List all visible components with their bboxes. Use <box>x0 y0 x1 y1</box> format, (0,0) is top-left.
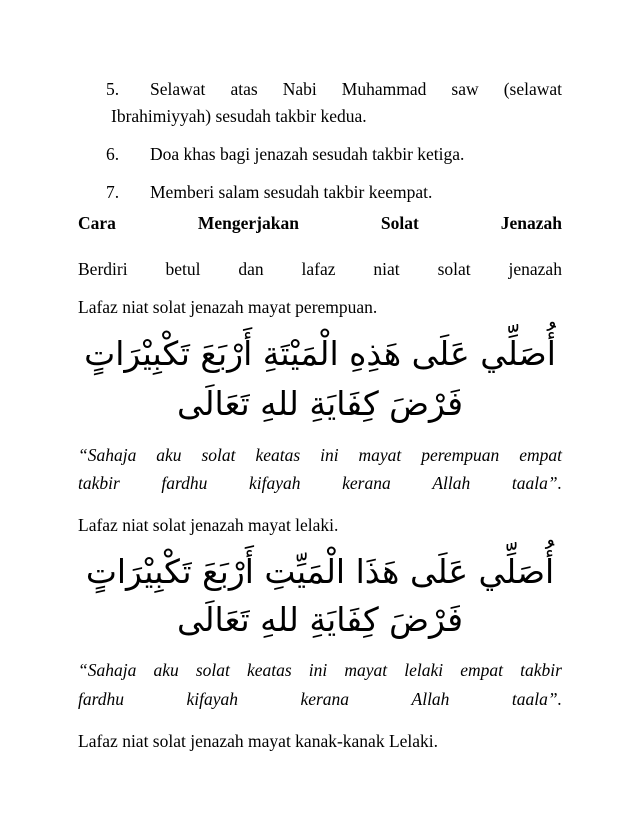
word: ini <box>320 445 339 465</box>
female-translation-line-1 <box>78 444 562 466</box>
list-item-text: Memberi salam sesudah takbir keempat. <box>150 182 433 202</box>
male-translation-line-2 <box>78 688 562 710</box>
word: (selawat <box>503 79 562 99</box>
word: lelaki <box>404 660 444 680</box>
female-niat-label: Lafaz niat solat jenazah mayat perempuan. <box>78 297 378 317</box>
word: fardhu <box>78 689 125 709</box>
male-translation-line-1 <box>78 659 562 681</box>
list-item-text: Doa khas bagi jenazah sesudah takbir ketiga. <box>150 144 465 164</box>
female-arabic-line-2: فَرْضَ كِفَايَةِ للهِ تَعَالَى <box>176 384 464 423</box>
word: jenazah <box>508 259 562 279</box>
word: keatas <box>255 445 301 465</box>
word: kerana <box>342 473 391 493</box>
heading-word: Jenazah <box>500 213 562 233</box>
word: Allah <box>411 689 450 709</box>
word: Allah <box>432 473 471 493</box>
male-niat-label: Lafaz niat solat jenazah mayat lelaki. <box>78 515 339 535</box>
word: takbir <box>520 660 562 680</box>
word: kifayah <box>186 689 238 709</box>
word: Selawat <box>150 79 206 99</box>
word: takbir <box>78 473 120 493</box>
word: mayat <box>358 445 402 465</box>
word: “Sahaja <box>78 660 137 680</box>
word: solat <box>195 660 230 680</box>
word: niat <box>373 259 400 279</box>
word: betul <box>165 259 201 279</box>
word: ini <box>308 660 328 680</box>
male-arabic-line-1: أُصَلِّي عَلَى هَذَا الْمَيِّتِ أَرْبَعَ تَكْبِيْرَاتٍ <box>85 552 555 591</box>
word: kerana <box>300 689 350 709</box>
intro-line <box>78 258 562 280</box>
word: aku <box>156 445 182 465</box>
word: mayat <box>344 660 388 680</box>
list-item-text-line-2: Ibrahimiyyah) sesudah takbir kedua. <box>111 106 367 126</box>
word: Berdiri <box>78 259 128 279</box>
word: empat <box>519 445 562 465</box>
word: “Sahaja <box>78 445 137 465</box>
word: fardhu <box>161 473 208 493</box>
word: atas <box>230 79 258 99</box>
list-number: 5. <box>106 79 120 99</box>
word: perempuan <box>421 445 500 465</box>
heading-word: Cara <box>78 213 116 233</box>
child-niat-label: Lafaz niat solat jenazah mayat kanak-kanak Lelaki. <box>78 731 439 751</box>
female-arabic-line-1: أُصَلِّي عَلَى هَذِهِ الْمَيْتَةِ أَرْبَعَ تَكْبِيْرَاتٍ <box>84 334 556 373</box>
word: aku <box>153 660 179 680</box>
word: Muhammad <box>341 79 427 99</box>
list-number: 7. <box>106 182 120 202</box>
heading-word: Solat <box>380 213 419 233</box>
word: kifayah <box>249 473 301 493</box>
heading-word: Mengerjakan <box>197 213 299 233</box>
list-item-text-line-1 <box>150 78 562 100</box>
section-heading <box>78 212 562 234</box>
male-arabic-line-2: فَرْضَ كِفَايَةِ للهِ تَعَالَى <box>176 600 464 639</box>
word: empat <box>460 660 503 680</box>
word: saw <box>451 79 479 99</box>
word: solat <box>201 445 236 465</box>
word: solat <box>437 259 471 279</box>
word: dan <box>238 259 264 279</box>
word: keatas <box>246 660 292 680</box>
word: Nabi <box>282 79 317 99</box>
word: lafaz <box>301 259 336 279</box>
list-number: 6. <box>106 144 120 164</box>
word: taala”. <box>511 473 562 493</box>
word: taala”. <box>511 689 562 709</box>
female-translation-line-2 <box>78 472 562 494</box>
